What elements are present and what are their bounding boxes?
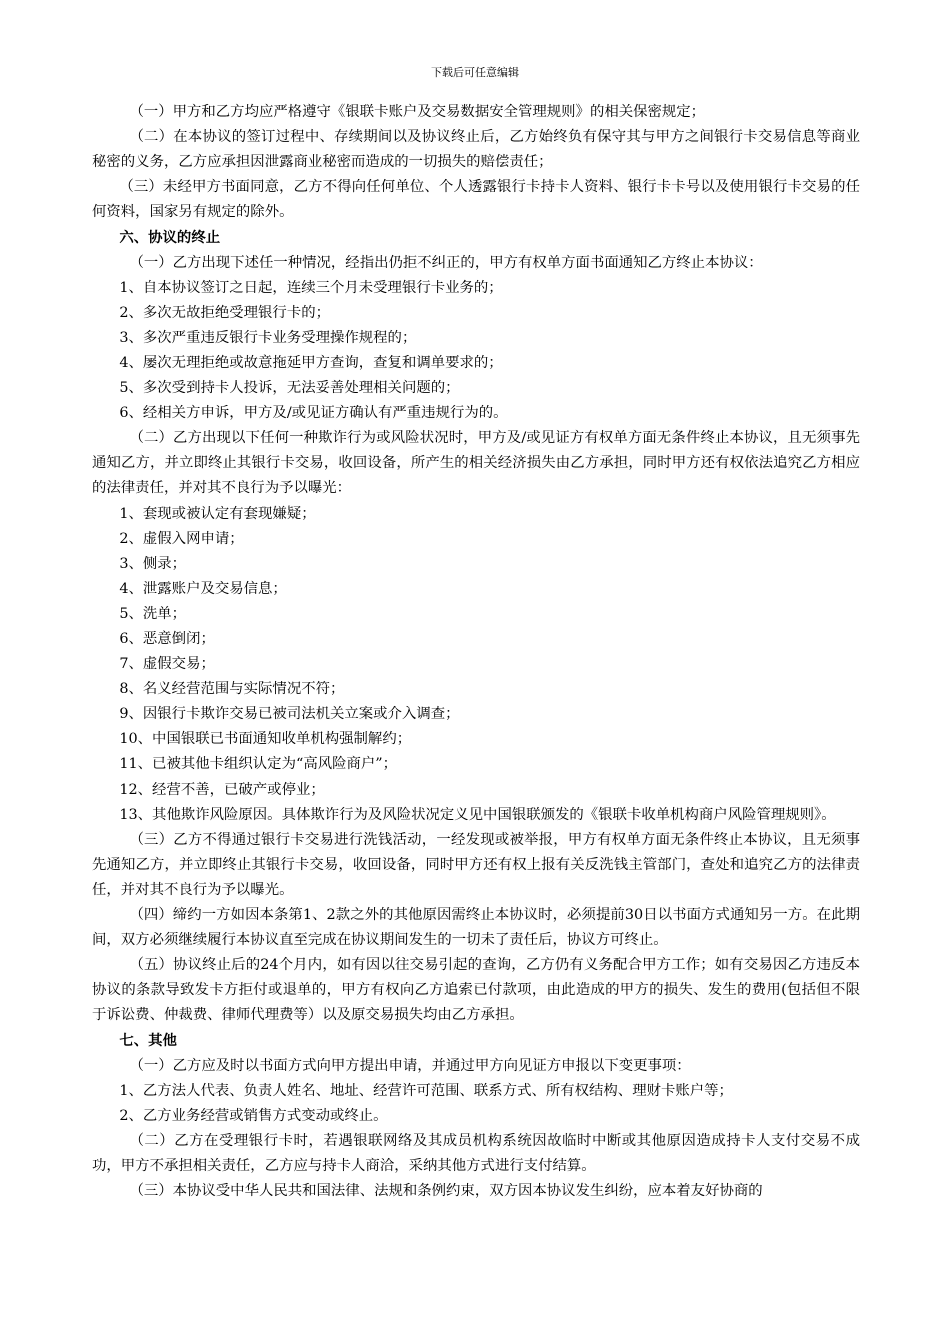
section-heading: 六、协议的终止 [119,229,221,247]
paragraph: （三）未经甲方书面同意，乙方不得向任何单位、个人透露银行卡持卡人资料、银行卡卡号以及使用银行卡交易的任何资料，国家另有规定的除外。 [92,179,860,221]
paragraph: （二）在本协议的签订过程中、存续期间以及协议终止后，乙方始终负有保守其与甲方之间银行卡交易信息等商业秘密的义务，乙方应承担因泄露商业秘密而造成的一切损失的赔偿责任； [92,129,860,171]
document-body [92,100,860,1204]
paragraph: 3、侧录； [119,555,187,572]
paragraph: 2、乙方业务经营或销售方式变动或终止。 [119,1107,388,1124]
paragraph: （三）本协议受中华人民共和国法律、法规和条例约束，双方因本协议发生纠纷，应本着友好协商的 [129,1183,763,1200]
paragraph: 10、中国银联已书面通知收单机构强制解约； [119,731,412,748]
paragraph: （四）缔约一方如因本条第1、2款之外的其他原因需终止本协议时，必须提前30日以书面方式通知另一方。在此期间，双方必须继续履行本协议直至完成在协议期间发生的一切未了责任后，协议方可终止。 [92,907,860,949]
paragraph: （一）甲方和乙方均应严格遵守《银联卡账户及交易数据安全管理规则》的相关保密规定； [129,104,706,120]
paragraph: 6、经相关方申诉，甲方及/或见证方确认有严重违规行为的。 [119,405,508,422]
paragraph: 5、洗单； [119,605,187,622]
paragraph: （二）乙方在受理银行卡时，若遇银联网络及其成员机构系统因故临时中断或其他原因造成持卡人支付交易不成功，甲方不承担相关责任，乙方应与持卡人商洽，采纳其他方式进行支付结算。 [92,1132,860,1174]
paragraph: （三）乙方不得通过银行卡交易进行洗钱活动，一经发现或被举报，甲方有权单方面无条件终止本协议，且无须事先通知乙方，并立即终止其银行卡交易，收回设备，同时甲方还有权上报有关反洗钱主管部门，查处和追究乙方的法律责任，并对其不良行为予以曝光。 [92,831,860,898]
paragraph: 5、多次受到持卡人投诉，无法妥善处理相关问题的； [119,380,460,397]
paragraph: 4、屡次无理拒绝或故意拖延甲方查询，查复和调单要求的； [119,354,503,371]
paragraph: 7、虚假交易； [119,656,215,673]
paragraph: 11、已被其他卡组织认定为“高风险商户”； [119,756,398,773]
paragraph: 4、泄露账户及交易信息； [119,580,287,597]
paragraph: 1、乙方法人代表、负责人姓名、地址、经营许可范围、联系方式、所有权结构、理财卡账户等； [119,1082,733,1099]
paragraph: 1、自本协议签订之日起，连续三个月未受理银行卡业务的； [119,279,503,296]
paragraph: （一）乙方出现下述任一种情况，经指出仍拒不纠正的，甲方有权单方面书面通知乙方终止本协议： [129,254,763,271]
paragraph: （五）协议终止后的24个月内，如有因以往交易引起的查询，乙方仍有义务配合甲方工作；如有交易因乙方违反本协议的条款导致发卡方拒付或退单的，甲方有权向乙方追索已付款项，由此造成的甲方的损失、发生的费用(包括但不限于诉讼费、仲裁费、律师代理费等）以及原交易损失均由乙方承担。 [92,957,860,1024]
paragraph: （一）乙方应及时以书面方式向甲方提出申请，并通过甲方向见证方申报以下变更事项： [129,1057,691,1074]
paragraph: 8、名义经营范围与实际情况不符； [119,681,345,698]
paragraph: 6、恶意倒闭； [119,630,215,647]
paragraph: （二）乙方出现以下任何一种欺诈行为或风险状况时，甲方及/或见证方有权单方面无条件终止本协议，且无须事先通知乙方，并立即终止其银行卡交易，收回设备，所产生的相关经济损失由乙方承担，同时甲方还有权依法追究乙方相应的法律责任，并对其不良行为予以曝光： [92,430,860,497]
section-heading: 七、其他 [119,1032,177,1050]
paragraph: 12、经营不善，已破产或停业； [119,781,325,798]
paragraph: 1、套现或被认定有套现嫌疑； [119,505,316,522]
paragraph: 2、虚假入网申请； [119,530,244,547]
paragraph: 13、其他欺诈风险原因。具体欺诈行为及风险状况定义见中国银联颁发的《银联卡收单机构商户风险管理规则》。 [119,806,836,823]
paragraph: 9、因银行卡欺诈交易已被司法机关立案或介入调查； [119,706,460,723]
page-header: 下载后可任意编辑 [431,66,519,79]
paragraph: 2、多次无故拒绝受理银行卡的； [119,304,330,321]
paragraph: 3、多次严重违反银行卡业务受理操作规程的； [119,329,417,346]
